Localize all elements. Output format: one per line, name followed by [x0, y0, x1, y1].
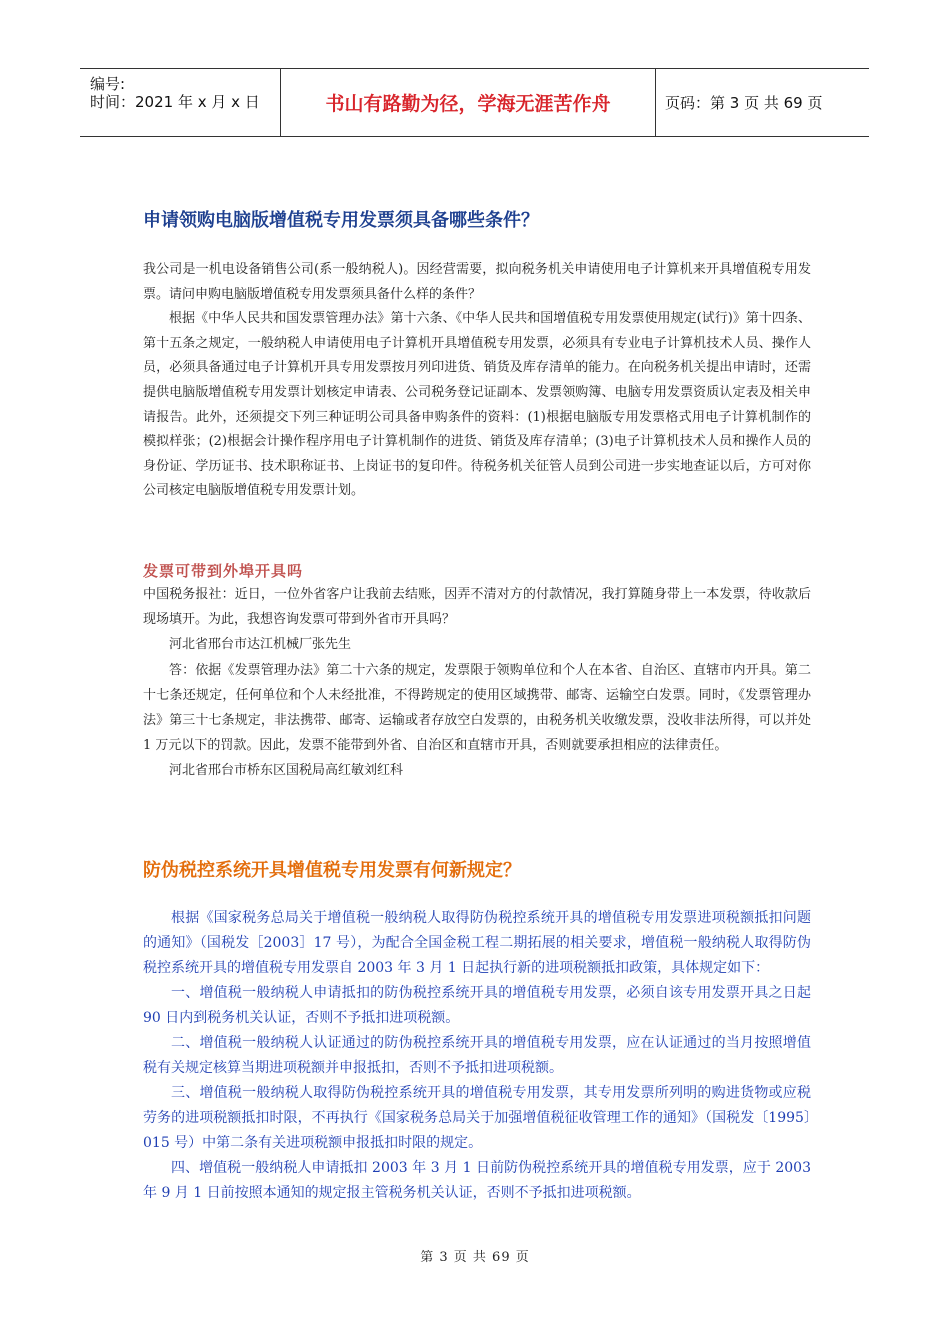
- article3-paragraph: 四、增值税一般纳税人申请抵扣 2003 年 3 月 1 日前防伪税控系统开具的增值税专用发票，应于 2003 年 9 月 1 日前按照本通知的规定报主管税务机关认证，否则不予抵扣进项税额。: [143, 1160, 811, 1201]
- article2-answer: 答：依据《发票管理办法》第二十六条的规定，发票限于领购单位和个人在本省、自治区、直辖市内开具。第二十七条还规定，任何单位和个人未经批准，不得跨规定的使用区域携带、邮寄、运输空白发票。同时，《发票管理办法》第三十七条规定，非法携带、邮寄、运输或者存放空白发票的，由税务机关收缴发票，没收非法所得，可以并处 1 万元以下的罚款。因此，发票不能带到外省、自治区和直辖市开具，否则就要承担相应的法律责任。: [143, 662, 811, 754]
- page-info-text: 页码：第 3 页 共 69 页: [665, 94, 823, 112]
- article3-body: [143, 906, 811, 1206]
- header-motto: 书山有路勤为径，学海无涯苦作舟: [281, 69, 656, 136]
- page-footer: 第 3 页 共 69 页: [420, 1250, 530, 1265]
- article3-paragraph: 三、增值税一般纳税人取得防伪税控系统开具的增值税专用发票，其专用发票所列明的购进货物或应税劳务的进项税额抵扣时限，不再执行《国家税务总局关于加强增值税征收管理工作的通知》（国税发〔1995〕015 号）中第二条有关进项税额申报抵扣时限的规定。: [143, 1085, 811, 1151]
- article2-question: 中国税务报社：近日，一位外省客户让我前去结账，因弄不清对方的付款情况，我打算随身带上一本发票，待收款后现场填开。为此，我想咨询发票可带到外省市开具吗？: [143, 587, 811, 628]
- article3-title: 防伪税控系统开具增值税专用发票有何新规定？: [143, 860, 521, 881]
- article1-question: 我公司是一机电设备销售公司(系一般纳税人)。因经营需要，拟向税务机关申请使用电子计算机来开具增值税专用发票。请问申购电脑版增值税专用发票须具备什么样的条件？: [143, 262, 811, 302]
- header-table: [80, 68, 869, 137]
- article1-body: [143, 258, 811, 504]
- article3-paragraph: 一、增值税一般纳税人申请抵扣的防伪税控系统开具的增值税专用发票，必须自该专用发票开具之日起 90 日内到税务机关认证，否则不予抵扣进项税额。: [143, 985, 811, 1026]
- article3-paragraph: 根据《国家税务总局关于增值税一般纳税人取得防伪税控系统开具的增值税专用发票进项税额抵扣问题的通知》（国税发［2003］17 号），为配合全国金税工程二期拓展的相关要求，增值税一般纳税人取得防伪税控系统开具的增值税专用发票自 2003 年 3 月 1 日起执行新的进项税额抵扣政策，具体规定如下：: [143, 910, 811, 976]
- article1-title: 申请领购电脑版增值税专用发票须具备哪些条件？: [143, 210, 539, 231]
- document-date-label: 时间：2021 年 x 月 x 日: [90, 93, 260, 111]
- article1-answer: 根据《中华人民共和国发票管理办法》第十六条、《中华人民共和国增值税专用发票使用规定(试行)》第十四条、第十五条之规定，一般纳税人申请使用电子计算机开具增值税专用发票，必须具有专业电子计算机技术人员、操作人员，必须具备通过电子计算机开具专用发票按月列印进货、销货及库存清单的能力。在向税务机关提出申请时，还需提供电脑版增值税专用发票计划核定申请表、公司税务登记证副本、发票领购簿、电脑专用发票资质认定表及相关申请报告。此外，还须提交下列三种证明公司具备申购条件的资料：(1)根据电脑版专用发票格式用电子计算机制作的模拟样张；(2)根据会计操作程序用电子计算机制作的进货、销货及库存清单；(3)电子计算机技术人员和操作人员的身份证、学历证书、技术职称证书、上岗证书的复印件。待税务机关征管人员到公司进一步实地查证以后，方可对你公司核定电脑版增值税专用发票计划。: [143, 311, 811, 499]
- article2-responder: 河北省邢台市桥东区国税局高红敏刘红科: [169, 763, 404, 779]
- article2-asker: 河北省邢台市达江机械厂张先生: [169, 637, 352, 653]
- article2-body: [143, 582, 811, 784]
- header-page-info: [665, 69, 869, 136]
- document-number-label: 编号:: [90, 75, 126, 93]
- article3-paragraph: 二、增值税一般纳税人认证通过的防伪税控系统开具的增值税专用发票，应在认证通过的当月按照增值税有关规定核算当期进项税额并申报抵扣，否则不予抵扣进项税额。: [143, 1035, 811, 1076]
- header-meta-cell: [80, 69, 281, 136]
- article2-title: 发票可带到外埠开具吗: [143, 562, 304, 580]
